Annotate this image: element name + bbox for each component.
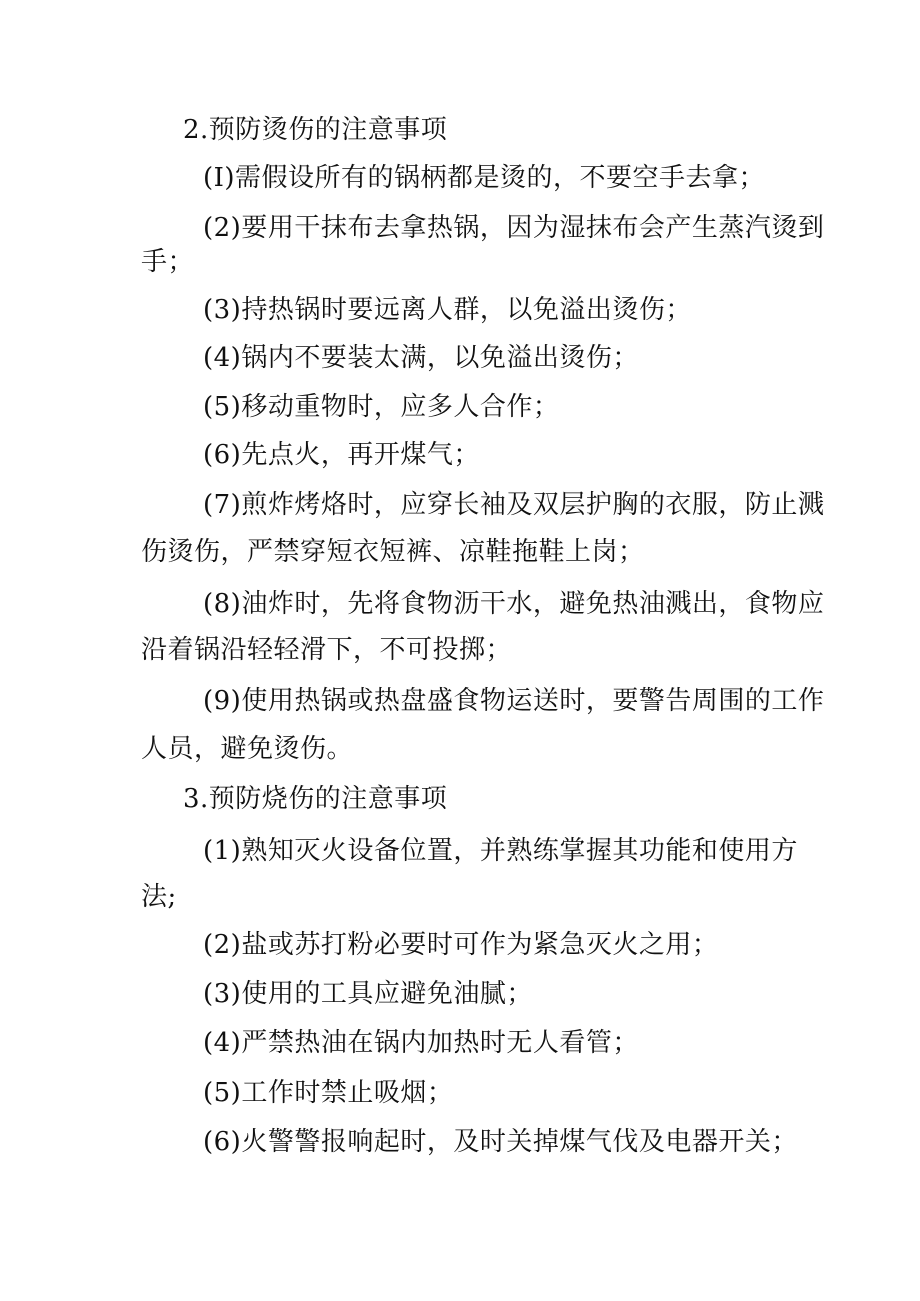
list-item: (4)严禁热油在锅内加热时无人看管； [203,1028,639,1058]
list-item: (I)需假设所有的锅柄都是烫的，不要空手去拿； [203,163,766,193]
list-item: (2)盐或苏打粉必要时可作为紧急灭火之用； [203,930,719,960]
list-item-continuation: 人员，避免烫伤。 [141,734,354,764]
section-heading: 2.预防烫伤的注意事项 [183,115,448,145]
list-item-continuation: 法; [141,882,177,912]
list-item: (9)使用热锅或热盘盛食物运送时，要警告周围的工作 [203,686,825,716]
list-item-continuation: 沿着锅沿轻轻滑下，不可投掷； [141,635,513,665]
list-item: (7)煎炸烤烙时，应穿长袖及双层护胸的衣服，防止溅 [203,490,825,520]
list-item: (2)要用干抹布去拿热锅，因为湿抹布会产生蒸汽烫到 [203,213,825,243]
list-item-continuation: 手； [141,247,195,277]
list-item: (8)油炸时，先将食物沥干水，避免热油溅出，食物应 [203,589,825,619]
list-item: (6)先点火，再开煤气； [203,440,480,470]
section-heading: 3.预防烧伤的注意事项 [183,784,448,814]
list-item: (3)持热锅时要远离人群，以免溢出烫伤； [203,295,692,325]
list-item: (5)工作时禁止吸烟； [203,1078,454,1108]
list-item: (4)锅内不要装太满，以免溢出烫伤； [203,343,639,373]
list-item: (1)熟知灭火设备位置，并熟练掌握其功能和使用方 [203,836,798,866]
list-item: (3)使用的工具应避免油腻； [203,979,533,1009]
list-item-continuation: 伤烫伤，严禁穿短衣短裤、凉鞋拖鞋上岗； [141,537,645,567]
list-item: (5)移动重物时，应多人合作； [203,392,560,422]
list-item: (6)火警警报响起时，及时关掉煤气伐及电器开关； [203,1127,798,1157]
